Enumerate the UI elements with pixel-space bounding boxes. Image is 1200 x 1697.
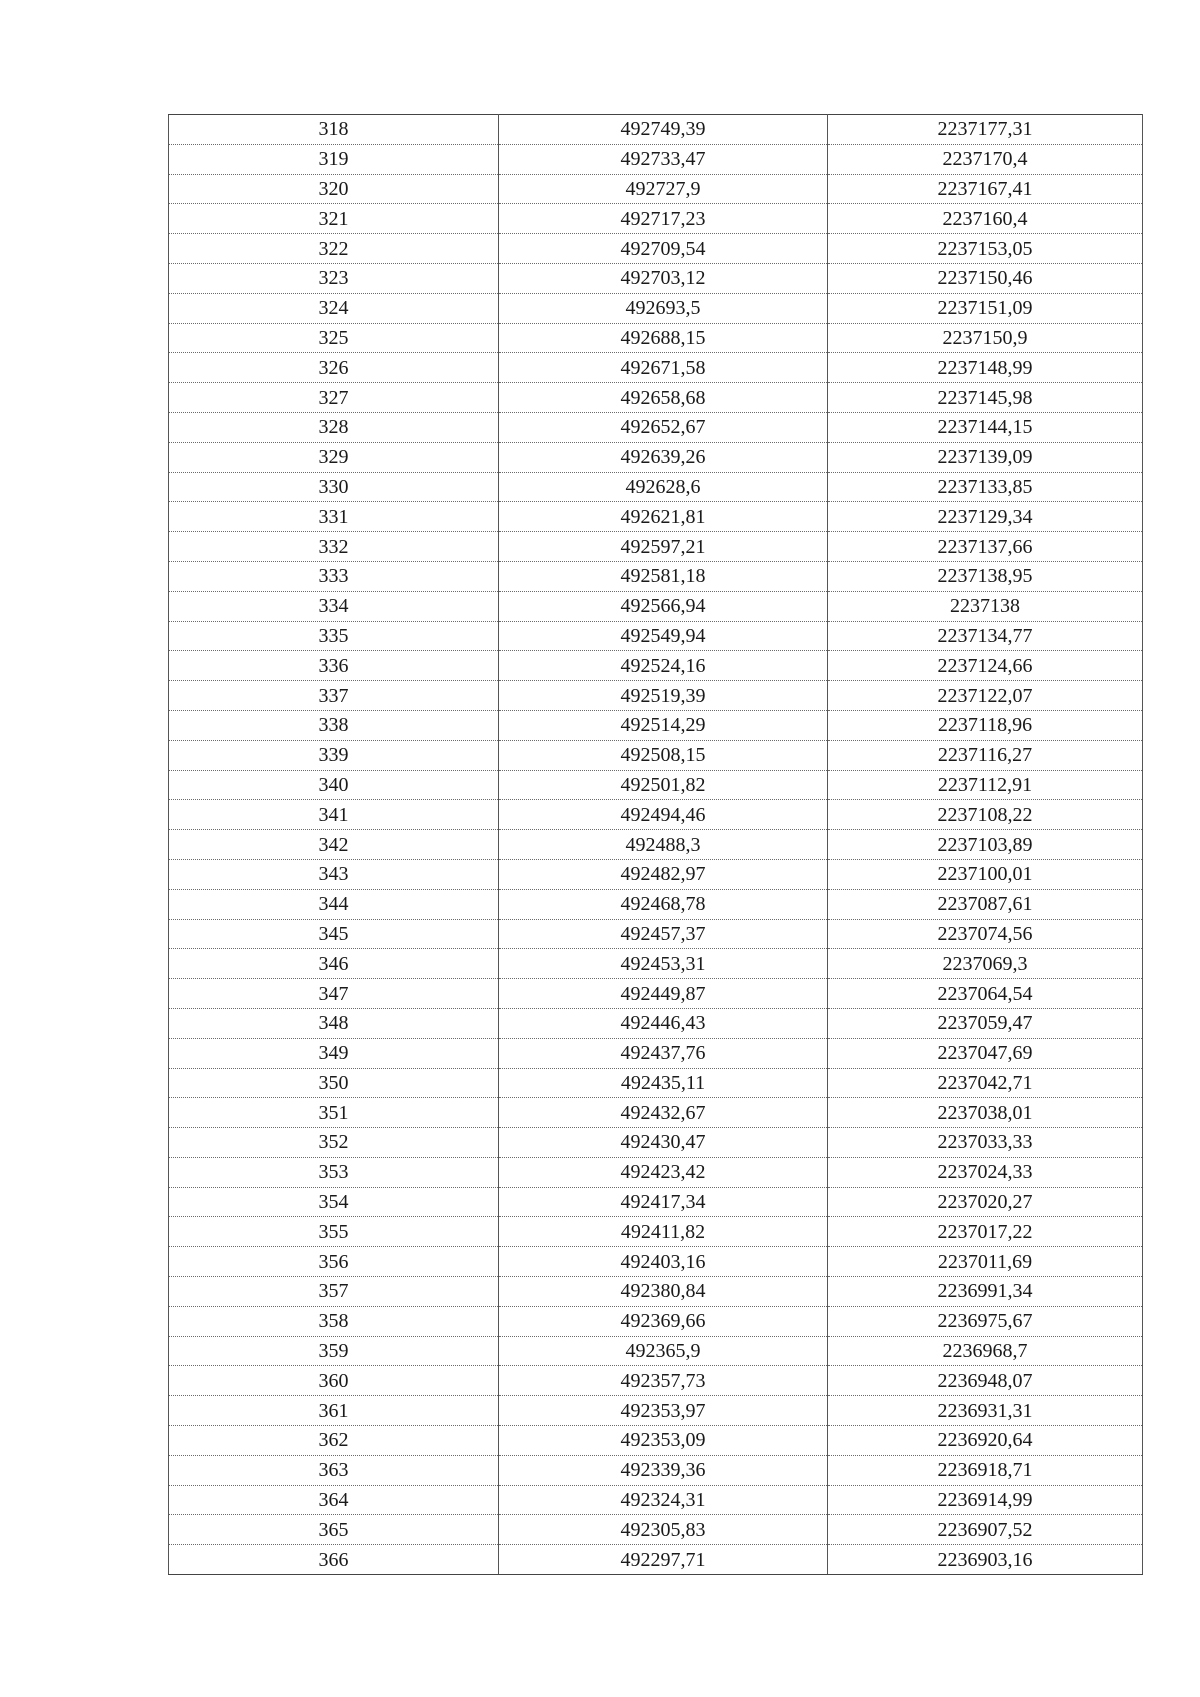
point-number-cell: 343 [169,859,499,889]
x-coordinate-cell: 492703,12 [499,263,828,293]
x-coordinate-cell: 492621,81 [499,502,828,532]
x-coordinate-cell: 492671,58 [499,353,828,383]
y-coordinate-cell: 2237153,05 [828,234,1143,264]
x-coordinate-cell: 492305,83 [499,1515,828,1545]
point-number-cell: 364 [169,1485,499,1515]
y-coordinate-cell: 2237033,33 [828,1128,1143,1158]
point-number-cell: 329 [169,442,499,472]
y-coordinate-cell: 2237069,3 [828,949,1143,979]
y-coordinate-cell: 2236920,64 [828,1426,1143,1456]
table-row [169,263,1143,293]
y-coordinate-cell: 2237118,96 [828,710,1143,740]
table-row [169,740,1143,770]
point-number-cell: 330 [169,472,499,502]
x-coordinate-cell: 492628,6 [499,472,828,502]
x-coordinate-cell: 492365,9 [499,1336,828,1366]
table-row [169,800,1143,830]
x-coordinate-cell: 492727,9 [499,174,828,204]
y-coordinate-cell: 2236968,7 [828,1336,1143,1366]
y-coordinate-cell: 2236907,52 [828,1515,1143,1545]
table-row [169,681,1143,711]
x-coordinate-cell: 492709,54 [499,234,828,264]
y-coordinate-cell: 2237150,46 [828,263,1143,293]
x-coordinate-cell: 492453,31 [499,949,828,979]
y-coordinate-cell: 2237100,01 [828,859,1143,889]
point-number-cell: 366 [169,1545,499,1575]
point-number-cell: 335 [169,621,499,651]
table-row [169,1336,1143,1366]
x-coordinate-cell: 492437,76 [499,1038,828,1068]
table-row [169,502,1143,532]
x-coordinate-cell: 492411,82 [499,1217,828,1247]
x-coordinate-cell: 492566,94 [499,591,828,621]
x-coordinate-cell: 492457,37 [499,919,828,949]
table-row [169,1217,1143,1247]
point-number-cell: 336 [169,651,499,681]
x-coordinate-cell: 492508,15 [499,740,828,770]
point-number-cell: 356 [169,1247,499,1277]
x-coordinate-cell: 492297,71 [499,1545,828,1575]
point-number-cell: 363 [169,1455,499,1485]
point-number-cell: 322 [169,234,499,264]
table-row [169,1455,1143,1485]
point-number-cell: 324 [169,293,499,323]
point-number-cell: 352 [169,1128,499,1158]
table-row [169,651,1143,681]
y-coordinate-cell: 2237134,77 [828,621,1143,651]
y-coordinate-cell: 2237144,15 [828,412,1143,442]
y-coordinate-cell: 2237017,22 [828,1217,1143,1247]
table-row [169,859,1143,889]
point-number-cell: 334 [169,591,499,621]
table-row [169,830,1143,860]
x-coordinate-cell: 492446,43 [499,1008,828,1038]
x-coordinate-cell: 492380,84 [499,1277,828,1307]
table-row [169,591,1143,621]
y-coordinate-cell: 2237103,89 [828,830,1143,860]
point-number-cell: 321 [169,204,499,234]
y-coordinate-cell: 2237020,27 [828,1187,1143,1217]
point-number-cell: 318 [169,115,499,145]
table-row [169,532,1143,562]
y-coordinate-cell: 2236931,31 [828,1396,1143,1426]
x-coordinate-cell: 492717,23 [499,204,828,234]
table-row [169,1008,1143,1038]
y-coordinate-cell: 2236903,16 [828,1545,1143,1575]
table-row [169,1247,1143,1277]
point-number-cell: 333 [169,561,499,591]
table-row [169,174,1143,204]
table-row [169,770,1143,800]
y-coordinate-cell: 2237137,66 [828,532,1143,562]
point-number-cell: 350 [169,1068,499,1098]
table-row [169,621,1143,651]
x-coordinate-cell: 492324,31 [499,1485,828,1515]
x-coordinate-cell: 492353,97 [499,1396,828,1426]
x-coordinate-cell: 492488,3 [499,830,828,860]
x-coordinate-cell: 492494,46 [499,800,828,830]
point-number-cell: 362 [169,1426,499,1456]
y-coordinate-cell: 2237112,91 [828,770,1143,800]
point-number-cell: 339 [169,740,499,770]
point-number-cell: 359 [169,1336,499,1366]
x-coordinate-cell: 492435,11 [499,1068,828,1098]
x-coordinate-cell: 492353,09 [499,1426,828,1456]
point-number-cell: 351 [169,1098,499,1128]
point-number-cell: 331 [169,502,499,532]
y-coordinate-cell: 2237129,34 [828,502,1143,532]
x-coordinate-cell: 492339,36 [499,1455,828,1485]
y-coordinate-cell: 2237116,27 [828,740,1143,770]
point-number-cell: 323 [169,263,499,293]
y-coordinate-cell: 2237011,69 [828,1247,1143,1277]
y-coordinate-cell: 2237148,99 [828,353,1143,383]
point-number-cell: 349 [169,1038,499,1068]
point-number-cell: 348 [169,1008,499,1038]
table-row [169,1098,1143,1128]
point-number-cell: 355 [169,1217,499,1247]
table-row [169,293,1143,323]
coordinates-table-body [169,115,1143,1575]
point-number-cell: 353 [169,1157,499,1187]
x-coordinate-cell: 492417,34 [499,1187,828,1217]
table-row [169,1396,1143,1426]
x-coordinate-cell: 492549,94 [499,621,828,651]
y-coordinate-cell: 2237170,4 [828,144,1143,174]
x-coordinate-cell: 492514,29 [499,710,828,740]
table-row [169,919,1143,949]
table-row [169,1306,1143,1336]
point-number-cell: 346 [169,949,499,979]
x-coordinate-cell: 492749,39 [499,115,828,145]
y-coordinate-cell: 2237038,01 [828,1098,1143,1128]
y-coordinate-cell: 2237160,4 [828,204,1143,234]
y-coordinate-cell: 2237024,33 [828,1157,1143,1187]
point-number-cell: 347 [169,979,499,1009]
point-number-cell: 327 [169,383,499,413]
x-coordinate-cell: 492403,16 [499,1247,828,1277]
y-coordinate-cell: 2237047,69 [828,1038,1143,1068]
y-coordinate-cell: 2237150,9 [828,323,1143,353]
y-coordinate-cell: 2237074,56 [828,919,1143,949]
y-coordinate-cell: 2237151,09 [828,293,1143,323]
table-row [169,1157,1143,1187]
x-coordinate-cell: 492652,67 [499,412,828,442]
point-number-cell: 345 [169,919,499,949]
table-row [169,383,1143,413]
point-number-cell: 332 [169,532,499,562]
table-row [169,1128,1143,1158]
y-coordinate-cell: 2237087,61 [828,889,1143,919]
x-coordinate-cell: 492524,16 [499,651,828,681]
y-coordinate-cell: 2237138,95 [828,561,1143,591]
y-coordinate-cell: 2237064,54 [828,979,1143,1009]
table-row [169,204,1143,234]
table-row [169,412,1143,442]
y-coordinate-cell: 2237108,22 [828,800,1143,830]
point-number-cell: 325 [169,323,499,353]
x-coordinate-cell: 492501,82 [499,770,828,800]
table-row [169,234,1143,264]
table-row [169,1038,1143,1068]
point-number-cell: 326 [169,353,499,383]
y-coordinate-cell: 2237042,71 [828,1068,1143,1098]
point-number-cell: 354 [169,1187,499,1217]
point-number-cell: 320 [169,174,499,204]
y-coordinate-cell: 2237145,98 [828,383,1143,413]
x-coordinate-cell: 492597,21 [499,532,828,562]
x-coordinate-cell: 492357,73 [499,1366,828,1396]
table-row [169,353,1143,383]
point-number-cell: 341 [169,800,499,830]
table-row [169,442,1143,472]
y-coordinate-cell: 2237167,41 [828,174,1143,204]
x-coordinate-cell: 492639,26 [499,442,828,472]
x-coordinate-cell: 492423,42 [499,1157,828,1187]
table-row [169,115,1143,145]
point-number-cell: 361 [169,1396,499,1426]
table-row [169,1485,1143,1515]
x-coordinate-cell: 492688,15 [499,323,828,353]
point-number-cell: 328 [169,412,499,442]
table-row [169,561,1143,591]
y-coordinate-cell: 2237122,07 [828,681,1143,711]
x-coordinate-cell: 492733,47 [499,144,828,174]
table-row [169,1515,1143,1545]
table-row [169,472,1143,502]
table-row [169,144,1143,174]
table-row [169,889,1143,919]
x-coordinate-cell: 492468,78 [499,889,828,919]
x-coordinate-cell: 492430,47 [499,1128,828,1158]
x-coordinate-cell: 492482,97 [499,859,828,889]
y-coordinate-cell: 2237139,09 [828,442,1143,472]
point-number-cell: 360 [169,1366,499,1396]
point-number-cell: 319 [169,144,499,174]
y-coordinate-cell: 2236991,34 [828,1277,1143,1307]
x-coordinate-cell: 492693,5 [499,293,828,323]
table-row [169,1277,1143,1307]
table-row [169,1545,1143,1575]
x-coordinate-cell: 492449,87 [499,979,828,1009]
y-coordinate-cell: 2237133,85 [828,472,1143,502]
y-coordinate-cell: 2236918,71 [828,1455,1143,1485]
point-number-cell: 342 [169,830,499,860]
point-number-cell: 344 [169,889,499,919]
x-coordinate-cell: 492581,18 [499,561,828,591]
x-coordinate-cell: 492519,39 [499,681,828,711]
y-coordinate-cell: 2237059,47 [828,1008,1143,1038]
table-row [169,1068,1143,1098]
coordinates-table [168,114,1143,1575]
y-coordinate-cell: 2237177,31 [828,115,1143,145]
x-coordinate-cell: 492432,67 [499,1098,828,1128]
point-number-cell: 357 [169,1277,499,1307]
table-row [169,710,1143,740]
table-row [169,1366,1143,1396]
table-row [169,979,1143,1009]
y-coordinate-cell: 2237124,66 [828,651,1143,681]
y-coordinate-cell: 2236948,07 [828,1366,1143,1396]
table-row [169,1426,1143,1456]
x-coordinate-cell: 492658,68 [499,383,828,413]
y-coordinate-cell: 2237138 [828,591,1143,621]
point-number-cell: 358 [169,1306,499,1336]
y-coordinate-cell: 2236975,67 [828,1306,1143,1336]
point-number-cell: 365 [169,1515,499,1545]
table-row [169,1187,1143,1217]
table-row [169,323,1143,353]
y-coordinate-cell: 2236914,99 [828,1485,1143,1515]
point-number-cell: 338 [169,710,499,740]
point-number-cell: 340 [169,770,499,800]
point-number-cell: 337 [169,681,499,711]
table-row [169,949,1143,979]
x-coordinate-cell: 492369,66 [499,1306,828,1336]
